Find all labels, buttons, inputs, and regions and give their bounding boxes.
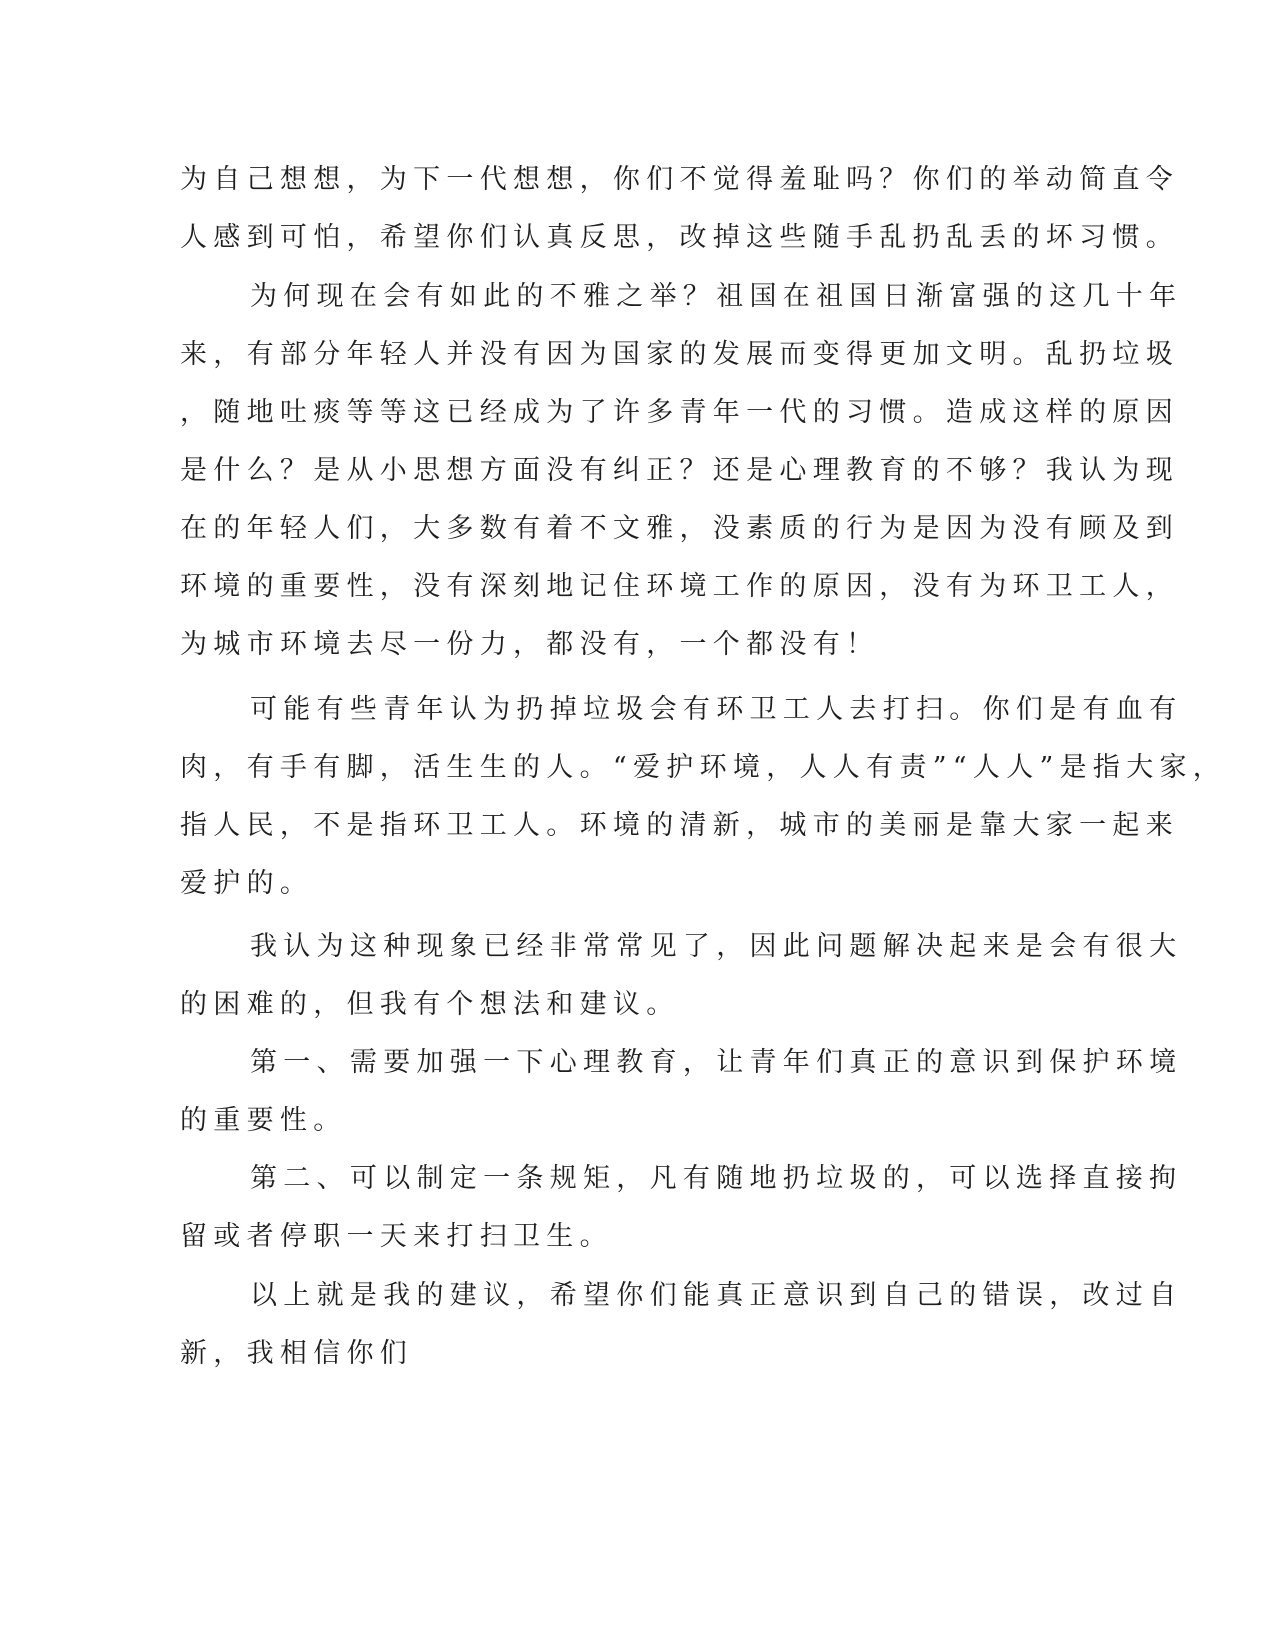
text-line: 在的年轻人们，大多数有着不文雅，没素质的行为是因为没有顾及到 bbox=[180, 513, 1179, 544]
text-line: 来，有部分年轻人并没有因为国家的发展而变得更加文明。乱扔垃圾 bbox=[180, 339, 1179, 370]
paragraph-first-line: 第一、需要加强一下心理教育，让青年们真正的意识到保护环境 bbox=[250, 1047, 1183, 1078]
text-line: 指人民，不是指环卫工人。环境的清新，城市的美丽是靠大家一起来 bbox=[180, 810, 1179, 841]
text-line: 的重要性。 bbox=[180, 1105, 347, 1136]
text-line: 留或者停职一天来打扫卫生。 bbox=[180, 1221, 613, 1252]
paragraph-first-line: 我认为这种现象已经非常常见了，因此问题解决起来是会有很大 bbox=[250, 931, 1183, 962]
paragraph-first-line: 为何现在会有如此的不雅之举？祖国在祖国日渐富强的这几十年 bbox=[250, 281, 1183, 312]
paragraph-first-line: 第二、可以制定一条规矩，凡有随地扔垃圾的，可以选择直接拘 bbox=[250, 1163, 1183, 1194]
text-line: 爱护的。 bbox=[180, 868, 314, 899]
text-line: 新，我相信你们 bbox=[180, 1338, 414, 1369]
text-line: 为自己想想，为下一代想想，你们不觉得羞耻吗？你们的举动简直令 bbox=[180, 164, 1179, 195]
text-line: 环境的重要性，没有深刻地记住环境工作的原因，没有为环卫工人， bbox=[180, 571, 1179, 602]
text-line: 是什么？是从小思想方面没有纠正？还是心理教育的不够？我认为现 bbox=[180, 455, 1179, 486]
text-line: 肉，有手有脚，活生生的人。“爱护环境，人人有责”“人人”是指大家， bbox=[180, 752, 1227, 783]
text-line: 人感到可怕，希望你们认真反思，改掉这些随手乱扔乱丢的坏习惯。 bbox=[180, 222, 1179, 253]
text-line: ，随地吐痰等等这已经成为了许多青年一代的习惯。造成这样的原因 bbox=[180, 397, 1179, 428]
paragraph-first-line: 以上就是我的建议，希望你们能真正意识到自己的错误，改过自 bbox=[250, 1280, 1183, 1311]
paragraph-first-line: 可能有些青年认为扔掉垃圾会有环卫工人去打扫。你们是有血有 bbox=[250, 694, 1183, 725]
text-line: 为城市环境去尽一份力，都没有，一个都没有！ bbox=[180, 629, 880, 660]
text-line: 的困难的，但我有个想法和建议。 bbox=[180, 989, 680, 1020]
